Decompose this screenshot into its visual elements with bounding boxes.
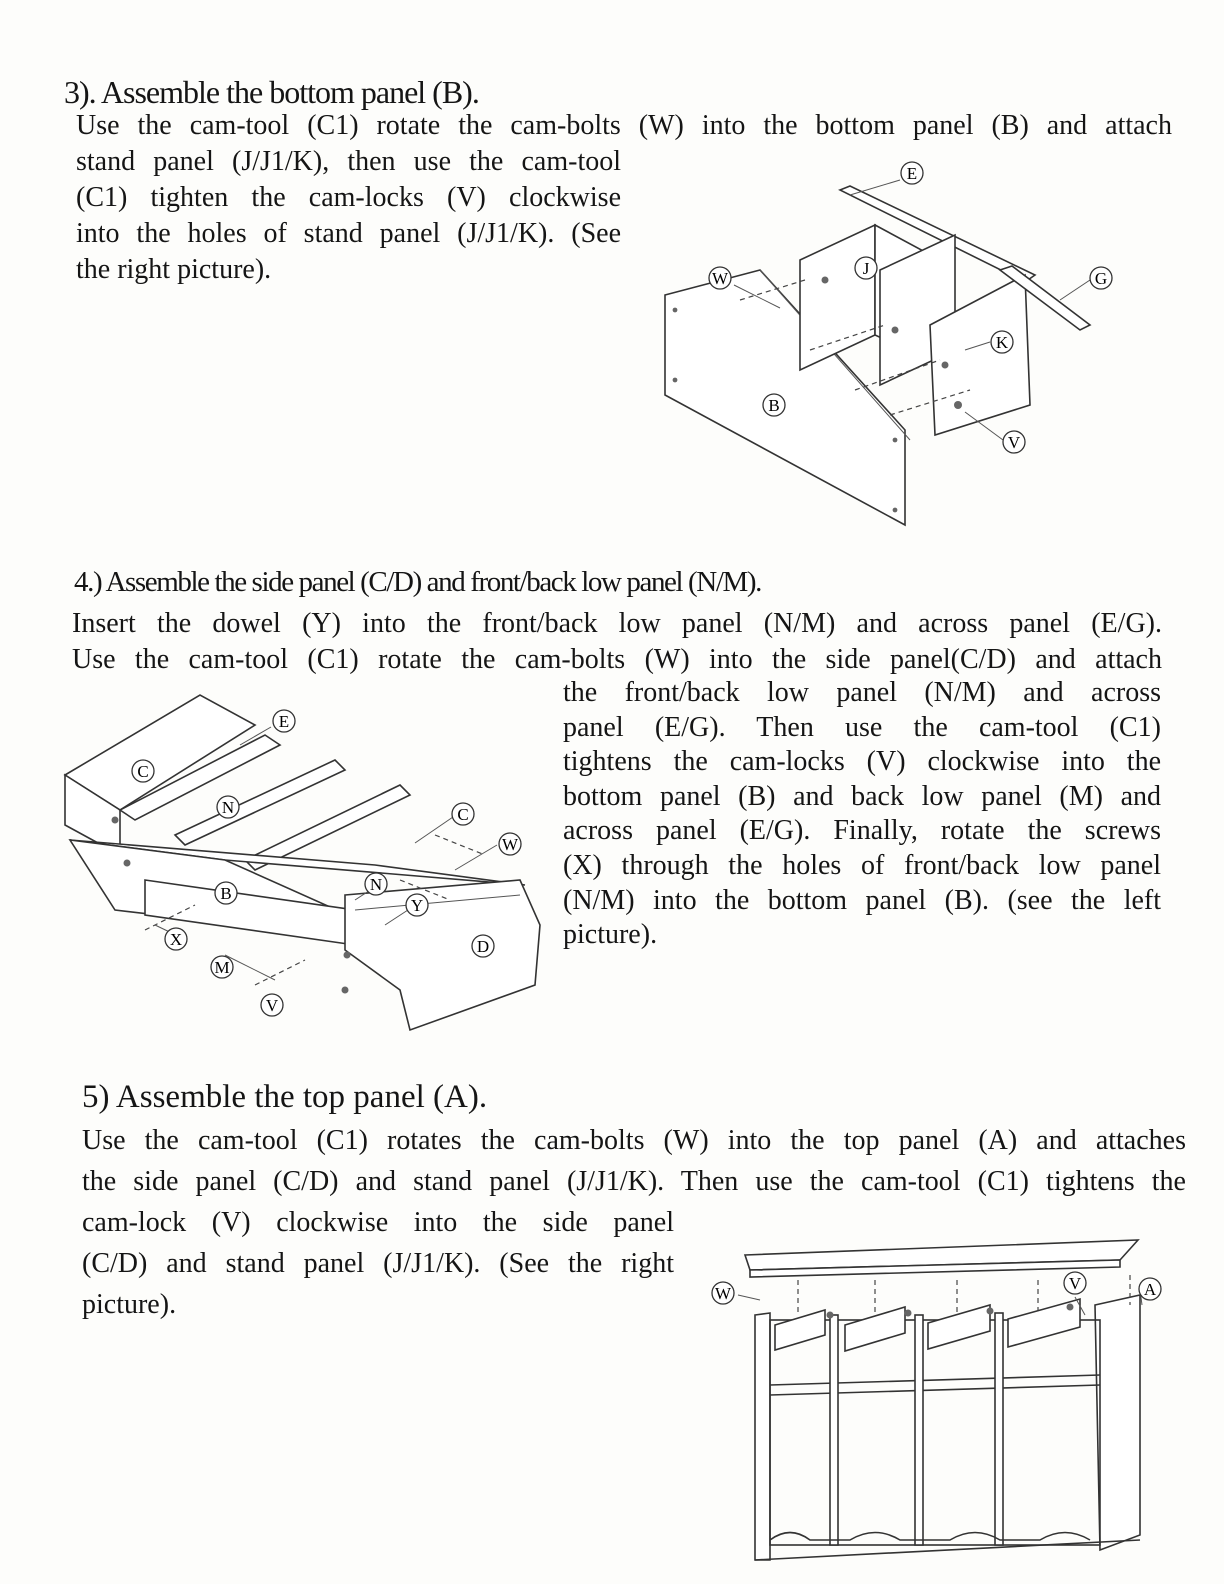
label-v [1064, 1272, 1086, 1294]
label-a [1139, 1278, 1161, 1300]
label-k [991, 331, 1013, 353]
svg-text:M: M [214, 958, 230, 977]
label-m [211, 956, 233, 978]
step-5-heading: 5) Assemble the top panel (A). [82, 1079, 488, 1115]
step-4-line-8: (X) through the holes of front/back low panel [563, 849, 1161, 881]
label-v [261, 994, 283, 1016]
step-5-line-3: cam-lock (V) clockwise into the side panel [82, 1207, 674, 1238]
label-b [763, 394, 785, 416]
svg-text:W: W [711, 269, 729, 288]
step-4-instructions-right [563, 676, 1161, 953]
svg-text:E: E [906, 164, 918, 183]
step-4-line-2: Use the cam-tool (C1) rotate the cam-bolts (W) into the side panel(C/D) and attach [72, 644, 1162, 675]
step-5-top-panel-diagram [700, 1235, 1180, 1570]
label-y [406, 894, 428, 916]
step-5-line-4: (C/D) and stand panel (J/J1/K). (See the right [82, 1248, 674, 1279]
label-n-front [365, 873, 387, 895]
step-4-side-panel-diagram [55, 685, 555, 1045]
label-w [712, 1282, 734, 1304]
label-x [165, 928, 187, 950]
label-b [215, 882, 237, 904]
step-3-line-2: stand panel (J/J1/K), then use the cam-tool [76, 146, 621, 177]
label-c-left [132, 760, 154, 782]
svg-text:N: N [221, 798, 235, 817]
step-4-line-3: the front/back low panel (N/M) and across [563, 677, 1161, 708]
step-3-line-3: (C1) tighten the cam-locks (V) clockwise [76, 182, 621, 213]
step-4-line-1: Insert the dowel (Y) into the front/back low panel (N/M) and across panel (E/G). [72, 608, 1162, 639]
label-e [901, 162, 923, 184]
step-4-instructions-top [72, 606, 1162, 678]
step-3-line-1: Use the cam-tool (C1) rotate the cam-bolts (W) into the bottom panel (B) and attach [76, 110, 1172, 141]
label-n-back [217, 796, 239, 818]
svg-text:C: C [457, 805, 469, 824]
step-4-line-5: tightens the cam-locks (V) clockwise into the [563, 746, 1161, 778]
step-5-line-1: Use the cam-tool (C1) rotates the cam-bolts (W) into the top panel (A) and attaches [82, 1125, 1186, 1156]
step-4-line-6: bottom panel (B) and back low panel (M) and [563, 780, 1161, 812]
step-3-heading: 3). Assemble the bottom panel (B). [64, 74, 479, 110]
label-w [499, 833, 521, 855]
svg-text:J: J [862, 259, 870, 278]
svg-text:D: D [476, 937, 490, 956]
step-4-heading: 4.) Assemble the side panel (C/D) and front/back low panel (N/M). [74, 566, 761, 598]
svg-text:V: V [1068, 1274, 1082, 1293]
step-3-bottom-panel-diagram [640, 150, 1140, 535]
step-3-line-5: the right picture). [76, 254, 272, 285]
svg-text:A: A [1143, 1280, 1157, 1299]
svg-text:Y: Y [410, 896, 424, 915]
label-j [855, 257, 877, 279]
label-w [709, 267, 731, 289]
svg-text:B: B [768, 396, 780, 415]
label-d [472, 935, 494, 957]
step-4-line-4: panel (E/G). Then use the cam-tool (C1) [563, 711, 1161, 743]
svg-text:W: W [714, 1284, 732, 1303]
step-5-line-5: picture). [82, 1289, 177, 1320]
svg-text:B: B [220, 884, 232, 903]
svg-text:V: V [1007, 433, 1021, 452]
svg-text:W: W [501, 835, 519, 854]
label-e [273, 710, 295, 732]
step-5-line-2: the side panel (C/D) and stand panel (J/J1/K). Then use the cam-tool (C1) tightens the [82, 1166, 1186, 1197]
svg-text:N: N [369, 875, 383, 894]
label-c-right [452, 803, 474, 825]
label-v [1003, 431, 1025, 453]
step-4-line-9: (N/M) into the bottom panel (B). (see the left [563, 884, 1161, 916]
step-4-line-10: picture). [563, 919, 658, 951]
svg-text:X: X [169, 930, 183, 949]
step-3-line-4: into the holes of stand panel (J/J1/K). (See [76, 218, 621, 249]
svg-text:E: E [278, 712, 290, 731]
label-g [1090, 267, 1112, 289]
svg-text:V: V [265, 996, 279, 1015]
svg-text:G: G [1094, 269, 1108, 288]
svg-text:K: K [995, 333, 1009, 352]
step-4-line-7: across panel (E/G). Finally, rotate the screws [563, 815, 1161, 847]
svg-text:C: C [137, 762, 149, 781]
